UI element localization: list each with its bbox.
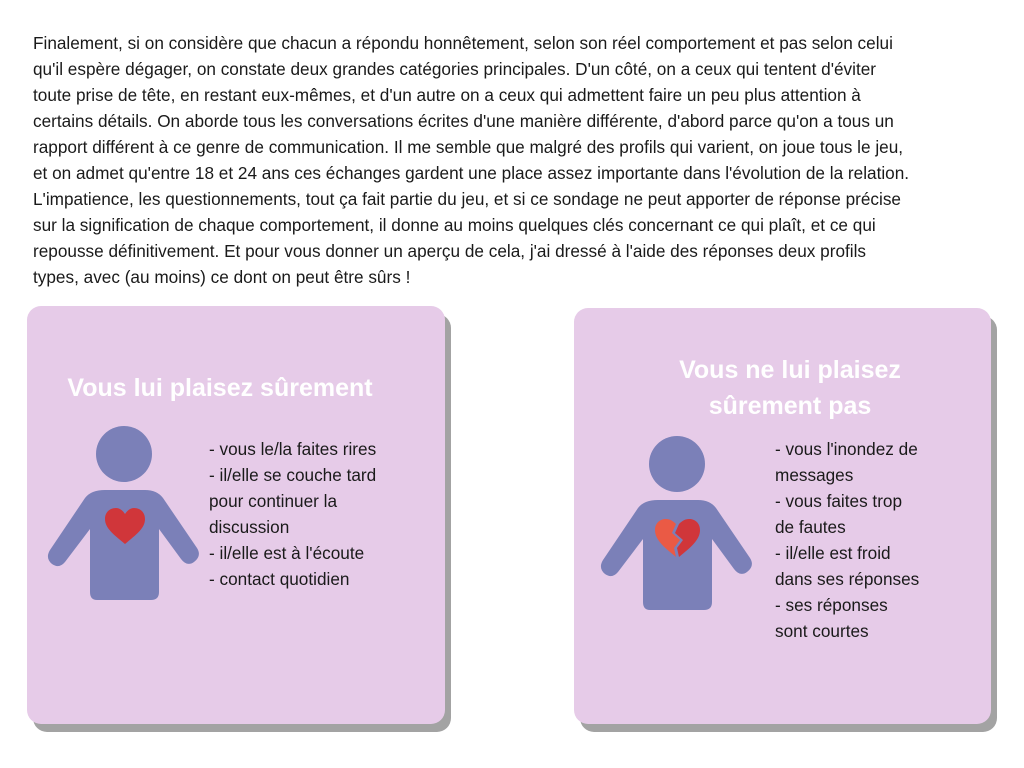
list-item: - vous le/la faites rires (209, 439, 377, 459)
list-item: - vous l'inondez de messages (775, 439, 918, 485)
card-positive (27, 306, 445, 724)
list-item: - ses réponses sont courtes (775, 595, 888, 641)
list-item: - il/elle se couche tard pour continuer la discussion (209, 465, 377, 537)
card-positive-title: Vous lui plaisez sûrement (67, 374, 373, 402)
card-negative-title: Vous ne lui plaisez sûrement pas (679, 356, 901, 420)
person-body (601, 500, 752, 610)
card-negative (574, 308, 991, 724)
person-heart-icon (35, 426, 205, 606)
person-broken-heart-icon (588, 436, 758, 616)
person-head (649, 436, 705, 492)
list-item: - vous faites trop de fautes (775, 491, 903, 537)
person-head (96, 426, 152, 482)
card-negative-list (775, 436, 985, 644)
list-item: - contact quotidien (209, 569, 350, 589)
intro-paragraph: Finalement, si on considère que chacun a répondu honnêtement, selon son réel comportement et pas selon celui qu'il espère dégager, on constate deux grandes catégories principales. D'un côté, on a ceux qui tentent d'éviter toute prise de tête, en restant eux-mêmes, et d'un autre on a ceux qui admettent faire un peu plus attention à certains détails. On aborde tous les conversations écrites d'une manière différente, d'abord parce qu'on a tous un rapport différent à ce genre de communication. Il me semble que malgré des profils qui varient, on joue tous le jeu, et on admet qu'entre 18 et 24 ans ces échanges gardent une place assez importante dans l'évolution de la relation. L'impatience, les questionnements, tout ça fait partie du jeu, et si ce sondage ne peut apporter de réponse précise sur la signification de chaque comportement, il donne au moins quelques clés concernant ce qui plaît, et ce qui repousse définitivement. Et pour vous donner un aperçu de cela, j'ai dressé à l'aide des réponses deux profils types, avec (au moins) ce dont on peut être sûrs ! (33, 33, 910, 287)
person-body (48, 490, 199, 600)
list-item: - il/elle est froid dans ses réponses (775, 543, 920, 589)
list-item: - il/elle est à l'écoute (209, 543, 365, 563)
card-positive-list (209, 436, 439, 592)
